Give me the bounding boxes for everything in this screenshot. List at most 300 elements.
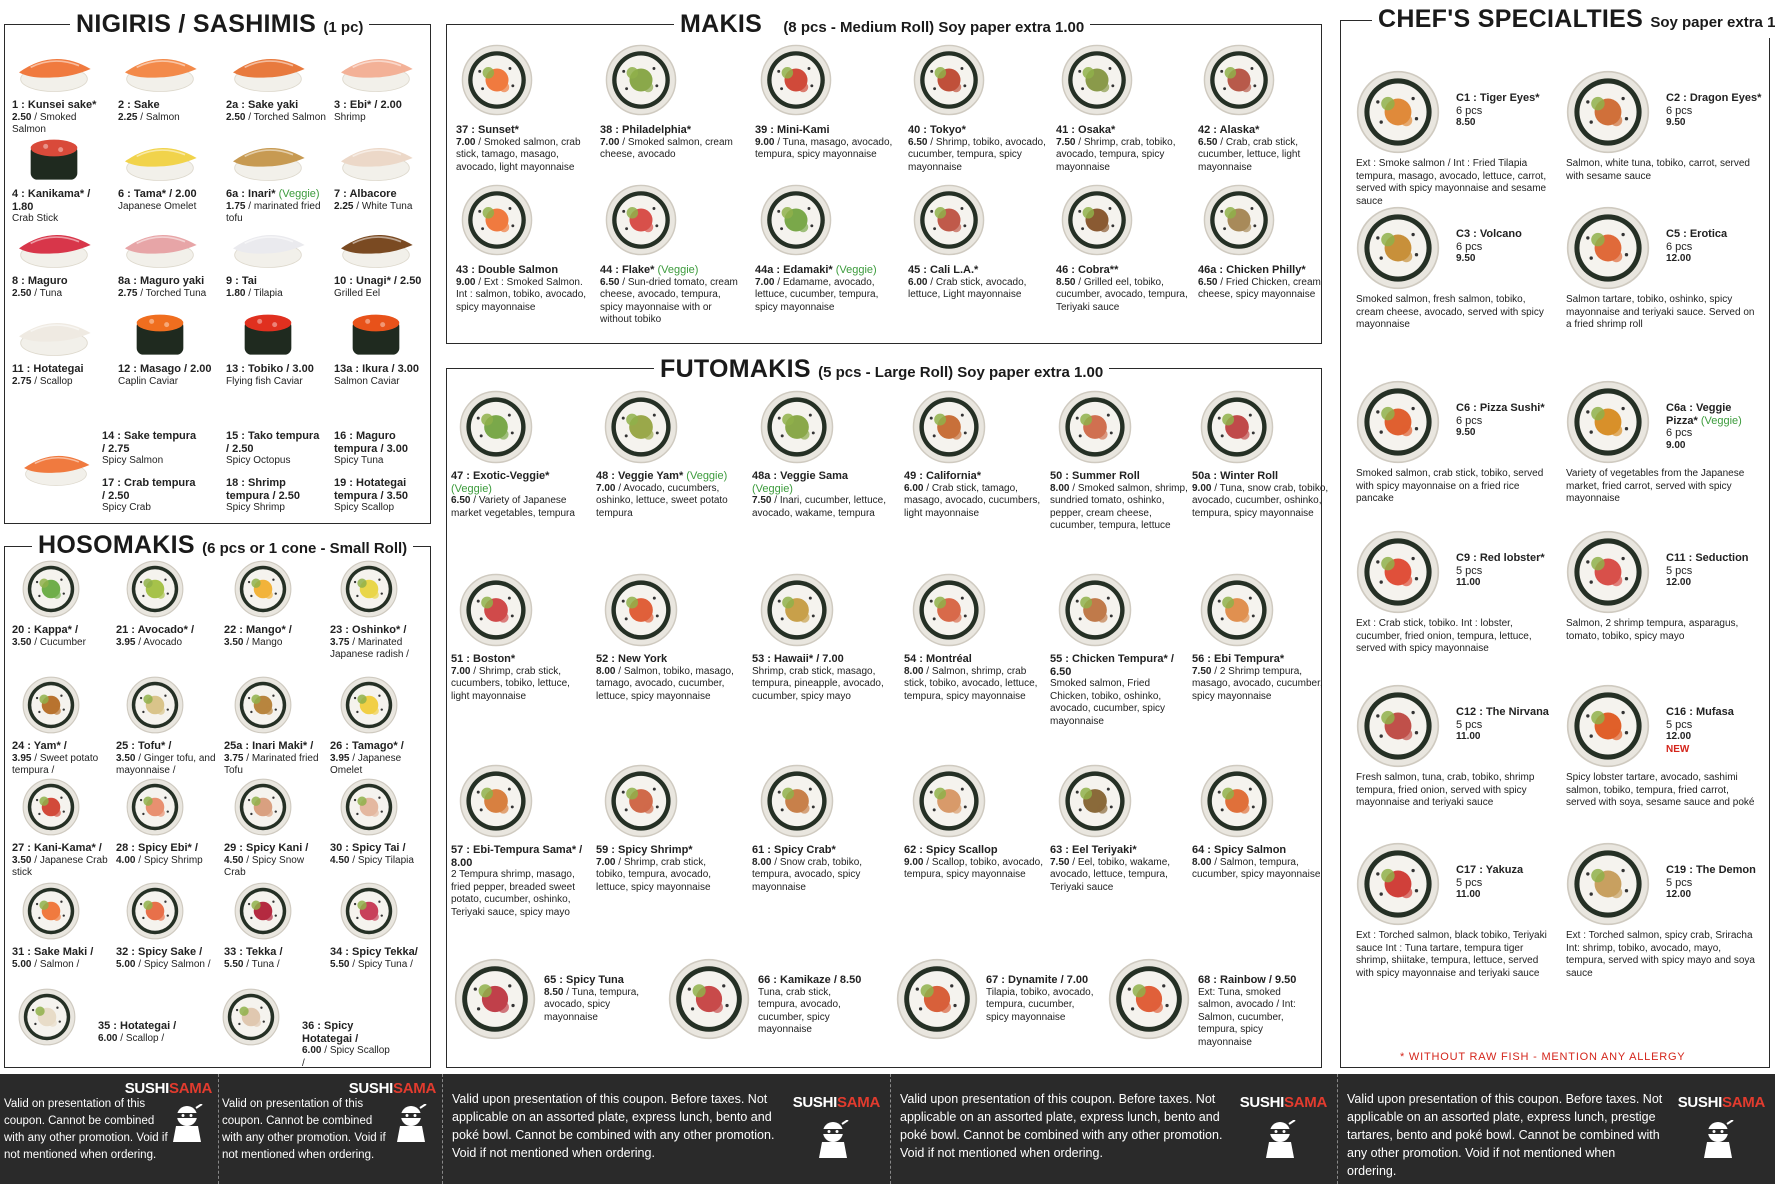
item-description: Sun-dried tomato, cream cheese, avocado, tempura, spicy mayonnaise with or without tobiko (600, 276, 738, 325)
sushi-roll-icon (234, 560, 292, 618)
item-description: Avocado, cucumbers, oshinko, lettuce, sweet potato tempura (596, 482, 728, 519)
item-price: 7.00 (600, 136, 620, 148)
item-details: 2.25 / White Tuna (334, 200, 413, 212)
item-photo (12, 220, 96, 275)
item-photo (340, 778, 398, 841)
item-photo (126, 882, 184, 945)
veggie-label: (Veggie) (451, 482, 492, 495)
item-description: Salmon, tempura, cucumber, spicy mayonnaise (1192, 856, 1321, 880)
item-name: 61 : Spicy Crab* (752, 844, 836, 856)
item-photo (461, 44, 533, 121)
item-name: 9 : Tai (226, 275, 257, 287)
item-description: Japanese Omelet (330, 752, 402, 776)
item-name: 29 : Spicy Kani / (224, 842, 309, 854)
item-price: 3.95 (116, 636, 136, 648)
item-photo (102, 430, 103, 443)
menu-item (18, 988, 188, 1045)
sushi-roll-icon (605, 184, 677, 256)
menu-item (118, 44, 218, 124)
menu-item (224, 560, 326, 649)
item-details (451, 869, 575, 918)
item-photo (1108, 958, 1190, 1045)
menu-item (1198, 184, 1338, 302)
item-photo (12, 44, 96, 99)
item-description: Ext : Smoke salmon / Int : Fried Tilapia tempura, masago, avocado, lettuce, carrot, served with spicy mayonnaise and sesame sauce (1356, 158, 1547, 207)
item-photo (604, 573, 678, 652)
menu-item (1566, 530, 1766, 642)
coupon-divider (442, 1074, 443, 1184)
item-description: Grilled eel, tobiko, cucumber, avocado, tempura, Teriyaki sauce (1056, 276, 1188, 313)
menu-item (1056, 44, 1196, 174)
item-details (334, 502, 394, 513)
item-pieces: 6 pcs (1666, 240, 1693, 253)
item-name: 8 : Maguro (12, 275, 68, 287)
veggie-label: (Veggie) (275, 188, 320, 200)
ninja-icon (394, 1104, 428, 1144)
item-description: Smoked Salmon (12, 111, 77, 135)
item-photo (234, 778, 292, 841)
menu-item (456, 184, 596, 314)
menu-item (451, 573, 591, 703)
item-photo (1061, 184, 1133, 261)
sushi-roll-icon (459, 573, 533, 647)
sushi-roll-icon (913, 184, 985, 256)
item-photo (118, 44, 202, 99)
sushi-roll-icon (1356, 684, 1440, 768)
item-price: 7.50 (1192, 665, 1212, 677)
item-price: 5.00 (116, 958, 136, 970)
item-description: White Tuna (361, 200, 413, 212)
item-name: 44a : Edamaki* (Veggie) (755, 264, 877, 276)
item-price: 3.50 (12, 636, 32, 648)
menu-item (1192, 764, 1332, 882)
menu-item (1566, 842, 1766, 979)
item-pieces: 6 pcs (1456, 240, 1483, 253)
item-name: C11 : Seduction (1666, 552, 1749, 564)
sushi-roll-icon (1203, 44, 1275, 116)
item-details: 2.25 / Salmon (118, 111, 180, 123)
item-description: Spicy Shrimp (226, 502, 285, 513)
menu-item (1566, 380, 1766, 504)
nigiri-icon (18, 430, 94, 500)
sushi-roll-icon (912, 573, 986, 647)
nigiri-icon (226, 308, 310, 358)
item-name: C6 : Pizza Sushi* (1456, 402, 1545, 414)
item-description: Spicy Salmon / (143, 958, 211, 970)
menu-item (1356, 380, 1556, 504)
item-name: 32 : Spicy Sake / (116, 946, 203, 958)
item-price: 4.00 (116, 854, 136, 866)
veggie-label: (Veggie) (752, 482, 793, 495)
item-name: 47 : Exotic-Veggie* (Veggie) (451, 470, 550, 495)
sushi-roll-icon (340, 882, 398, 940)
item-description: Japanese Crab stick (12, 854, 108, 878)
item-details: 2.50 / Torched Salmon (226, 111, 326, 123)
item-description: Avocado (143, 636, 183, 648)
item-description: Smoked salmon, Fried Chicken, tobiko, oshinko, avocado, cucumber, spicy mayonnaise (1050, 678, 1166, 727)
item-price: 3.95 (330, 752, 350, 764)
item-details (1666, 117, 1685, 128)
veggie-label: (Veggie) (832, 264, 877, 276)
item-name: 39 : Mini-Kami (755, 124, 830, 136)
item-photo (226, 133, 310, 188)
item-photo (760, 390, 834, 469)
item-details: 3.95 / Avocado (116, 636, 183, 648)
item-name: 6a : Inari* (Veggie) (226, 188, 320, 200)
sushi-roll-icon (604, 573, 678, 647)
item-details: 1.80 / Tilapia (226, 287, 283, 299)
brand-part1: SUSHI (348, 1080, 394, 1097)
sushi-roll-icon (1058, 390, 1132, 464)
item-price: 5.50 (224, 958, 244, 970)
item-photo (118, 220, 202, 275)
item-photo (1356, 530, 1440, 619)
sushi-roll-icon (1566, 206, 1650, 290)
item-details (334, 288, 380, 299)
item-description: Eel, tobiko, wakame, avocado, lettuce, tempura, Teriyaki sauce (1050, 856, 1171, 893)
sushi-roll-icon (22, 676, 80, 734)
item-price: 7.00 (596, 482, 616, 494)
sushi-roll-icon (340, 676, 398, 734)
item-details: 6.00 / Scallop / (98, 1032, 165, 1044)
item-description: Fresh salmon, tuna, crab, tobiko, shrimp tempura, fried onion, served with spicy mayonnaise and teriyaki sauce (1356, 772, 1535, 808)
item-details (118, 376, 178, 387)
item-price: 9.50 (1456, 253, 1476, 264)
makis-title: MAKIS (8 pcs - Medium Roll) Soy paper extra 1.00 (674, 9, 1090, 43)
brand-logo (1240, 1094, 1327, 1112)
item-details: 7.00 / Smoked salmon, crab stick, tamago, masago, avocado, light mayonnaise (456, 136, 581, 173)
item-name: 57 : Ebi-Tempura Sama* / 8.00 (451, 844, 583, 869)
sushi-roll-icon (760, 573, 834, 647)
sushi-roll-icon (126, 778, 184, 836)
item-name: 3 : Ebi* / 2.00 (334, 99, 402, 111)
menu-item (1356, 530, 1556, 654)
item-description: Salmon, tobiko, masago, tamago, avocado, cucumber, lettuce, spicy mayonnaise (596, 665, 734, 702)
menu-item (451, 764, 591, 919)
item-name: 25 : Tofu* / (116, 740, 172, 752)
sushi-roll-icon (1200, 764, 1274, 838)
item-description: Smoked salmon, shrimp, sundried tomato, oshinko, pepper, cream cheese, cucumber, tempura, lettuce (1050, 482, 1188, 531)
item-name: 66 : Kamikaze / 8.50 (758, 974, 862, 986)
item-details: 8.50 / Grilled eel, tobiko, cucumber, avocado, tempura, Teriyaki sauce (1056, 276, 1188, 313)
item-details (1666, 440, 1685, 451)
item-name: 13a : Ikura / 3.00 (334, 363, 419, 375)
item-name: 13 : Tobiko / 3.00 (226, 363, 314, 375)
nigiri-icon (12, 133, 96, 183)
item-details: 7.50 / 2 Shrimp tempura, masago, avocado, cucumber, spicy mayonnaise (1192, 665, 1323, 702)
item-description: Edamame, avocado, lettuce, cucumber, tempura, spicy mayonnaise (755, 276, 879, 313)
item-description: Spicy Scallop / (302, 1045, 390, 1069)
sushi-roll-icon (604, 390, 678, 464)
item-details: 9.00 / Ext : Smoked Salmon. Int : salmon, tobiko, avocado, spicy mayonnaise (456, 276, 587, 313)
item-photo (340, 676, 398, 739)
item-price: 9.00 (755, 136, 775, 148)
sushi-roll-icon (22, 778, 80, 836)
nigiri-icon (334, 44, 418, 94)
item-name: 50a : Winter Roll (1192, 470, 1279, 482)
item-photo (340, 560, 398, 623)
sushi-roll-icon (1061, 184, 1133, 256)
item-name: 63 : Eel Teriyaki* (1050, 844, 1137, 856)
item-details (226, 455, 290, 466)
menu-item (330, 560, 432, 662)
nigiri-icon (334, 308, 418, 358)
item-details (986, 987, 1093, 1023)
item-details (334, 455, 383, 466)
item-name: 48a : Veggie Sama (Veggie) (752, 470, 848, 495)
menu-item (1050, 573, 1190, 728)
coupon-text: Valid upon presentation of this coupon. Before taxes. Not applicable on an assorted plate, express lunch, bento and poké bowl. Cannot be combined with any other promotion. Void if not mentioned when ordering. (900, 1092, 1223, 1160)
sushi-roll-icon (760, 44, 832, 116)
menu-item (334, 133, 434, 213)
sushi-roll-icon (459, 390, 533, 464)
item-price: 1.75 (226, 200, 246, 212)
item-photo (1058, 764, 1132, 843)
item-name: 65 : Spicy Tuna (544, 974, 624, 986)
item-description: Crab, crab stick, cucumber, lettuce, light mayonnaise (1198, 136, 1301, 173)
item-price: 8.00 (1050, 482, 1070, 494)
item-description: Sweet potato tempura / (12, 752, 99, 776)
item-photo (334, 430, 335, 443)
brand-logo (1678, 1094, 1765, 1112)
menu-item (116, 676, 218, 778)
item-description: Smoked salmon, crab stick, tamago, masago, avocado, light mayonnaise (456, 136, 581, 173)
item-name: C5 : Erotica (1666, 228, 1728, 240)
sushi-roll-icon (760, 390, 834, 464)
item-price: 6.00 (904, 482, 924, 494)
item-description: Salmon, white tuna, tobiko, carrot, served with sesame sauce (1566, 158, 1750, 182)
sushi-roll-icon (760, 184, 832, 256)
menu-item (1356, 70, 1556, 207)
menu-item (334, 477, 430, 515)
item-photo (459, 390, 533, 469)
item-photo (604, 390, 678, 469)
menu-item (904, 390, 1044, 520)
sushi-roll-icon (1566, 684, 1650, 768)
nigiri-icon (334, 133, 418, 183)
item-details: 3.50 / Cucumber (12, 636, 86, 648)
item-details: 5.00 / Spicy Salmon / (116, 958, 211, 970)
sushi-roll-icon (913, 44, 985, 116)
ninja-icon (1263, 1120, 1297, 1160)
item-description: Crab Stick (12, 213, 59, 224)
item-price: 2.50 (226, 111, 246, 123)
item-photo (913, 44, 985, 121)
coupon-text: Valid upon presentation of this coupon. Before taxes. Not applicable on an assorted plate, express lunch, prestige tartares, bento and poké bowl. Cannot be combined with any other promotion. Void if not mentioned when ordering. (1347, 1092, 1663, 1178)
item-photo (1566, 684, 1650, 773)
menu-item (600, 44, 740, 162)
sushi-roll-icon (126, 882, 184, 940)
item-name: 54 : Montréal (904, 653, 972, 665)
item-details (334, 112, 366, 123)
item-name: C12 : The Nirvana (1456, 706, 1549, 718)
item-details: 3.95 / Japanese Omelet (330, 752, 402, 776)
item-photo (668, 958, 750, 1045)
item-name: 11 : Hotategai (12, 363, 84, 375)
item-details: 8.50 / Tuna, tempura, avocado, spicy mayonnaise (544, 986, 640, 1023)
item-price: 6.50 (908, 136, 928, 148)
sushi-roll-icon (22, 560, 80, 618)
menu-item (755, 44, 895, 162)
item-description: Ext : Torched salmon, spicy crab, Sriracha Int: shrimp, tobiko, avocado, mayo, tempura, served with spicy mayo and soya sauce (1566, 930, 1755, 979)
item-name: 10 : Unagi* / 2.50 (334, 275, 422, 287)
item-price: 8.00 (752, 856, 772, 868)
item-price: 8.50 (544, 986, 564, 998)
item-price: 3.50 (116, 752, 136, 764)
item-photo (22, 676, 80, 739)
item-details: 8.00 / Salmon, tobiko, masago, tamago, avocado, cucumber, lettuce, spicy mayonnaise (596, 665, 734, 702)
menu-item (118, 220, 218, 300)
item-photo (334, 477, 335, 490)
item-description: Salmon tartare, tobiko, oshinko, spicy mayonnaise and teriyaki sauce. Served on a fried shrimp roll (1566, 294, 1755, 330)
item-name: 20 : Kappa* / (12, 624, 79, 636)
item-description: Scallop / (125, 1032, 165, 1044)
item-description: Spicy Octopus (226, 455, 291, 466)
item-details: 9.00 / Tuna, masago, avocado, tempura, spicy mayonnaise (755, 136, 893, 160)
sushi-roll-icon (1200, 390, 1274, 464)
item-description: Salmon Caviar (334, 375, 400, 387)
item-description: Marinated Japanese radish / (330, 636, 409, 660)
coupon-strip (0, 1074, 1775, 1184)
item-photo (226, 220, 310, 275)
item-name: 52 : New York (596, 653, 668, 665)
item-description: Tuna, crab stick, tempura, avocado, cucumber, spicy mayonnaise (758, 986, 841, 1035)
brand-part2: SAMA (169, 1080, 212, 1097)
menu-item (456, 44, 596, 174)
brand-part1: SUSHI (792, 1094, 838, 1111)
menu-item (224, 882, 326, 971)
menu-item (102, 430, 198, 468)
item-name: 28 : Spicy Ebi* / (116, 842, 198, 854)
brand-part1: SUSHI (1239, 1094, 1285, 1111)
item-details: 6.50 / Fried Chicken, cream cheese, spicy mayonnaise (1198, 276, 1321, 300)
menu-item (222, 988, 392, 1070)
item-price: 7.50 (1050, 856, 1070, 868)
item-price: 2.75 (118, 287, 138, 299)
item-photo (1356, 842, 1440, 931)
menu-item (1192, 573, 1332, 703)
sushi-roll-icon (454, 958, 536, 1040)
sushi-roll-icon (1356, 530, 1440, 614)
menu-item (451, 390, 591, 520)
nigiri-icon (334, 437, 335, 438)
item-description: 2 Tempura shrimp, masago, fried pepper, breaded sweet potato, cucumber, oshinko, Teriyaki sauce, spicy mayo (451, 869, 575, 918)
coupon (218, 1074, 442, 1184)
menu-item (334, 308, 434, 388)
sushi-roll-icon (22, 882, 80, 940)
menu-item (896, 964, 1096, 1024)
item-price: 6.50 (1198, 136, 1218, 148)
sushi-roll-icon (605, 44, 677, 116)
menu-item (102, 477, 198, 515)
item-description: Tuna, tempura, avocado, spicy mayonnaise (544, 986, 640, 1023)
menu-item (334, 220, 434, 300)
item-photo (12, 308, 96, 363)
item-photo (1200, 390, 1274, 469)
item-description: Flying fish Caviar (226, 375, 303, 387)
item-photo (118, 133, 202, 188)
item-pieces: 5 pcs (1666, 718, 1693, 731)
item-description: Crab stick, tamago, masago, avocado, cucumbers, light mayonnaise (904, 482, 1041, 519)
item-name: 59 : Spicy Shrimp* (596, 844, 693, 856)
brand-part2: SAMA (837, 1094, 880, 1111)
item-name: C6a : Veggie Pizza* (Veggie) (1666, 402, 1742, 427)
item-details: 4.00 / Spicy Shrimp (116, 854, 203, 866)
item-photo (334, 44, 418, 99)
item-description: Smoked salmon, crab stick, tobiko, served with spicy mayonnaise on a fried rice pancake (1356, 468, 1544, 504)
item-details: 7.00 / Edamame, avocado, lettuce, cucumber, tempura, spicy mayonnaise (755, 276, 879, 313)
item-photo (760, 44, 832, 121)
menu-item (12, 676, 114, 778)
item-photo (605, 184, 677, 261)
item-details: 7.00 / Avocado, cucumbers, oshinko, lettuce, sweet potato tempura (596, 482, 728, 519)
item-description: Caplin Caviar (118, 375, 179, 387)
futomakis-title: FUTOMAKIS (5 pcs - Large Roll) Soy paper extra 1.00 (654, 354, 1109, 388)
item-name: 19 : Hotategai tempura / 3.50 (334, 477, 408, 502)
item-name: 12 : Masago / 2.00 (118, 363, 212, 375)
item-name: 2a : Sake yaki (226, 99, 299, 111)
sushi-roll-icon (1356, 380, 1440, 464)
item-price: 4.50 (224, 854, 244, 866)
nigiri-icon (334, 484, 335, 485)
item-photo (340, 882, 398, 945)
item-pieces: 5 pcs (1456, 876, 1483, 889)
brand-logo (793, 1094, 880, 1112)
item-pieces: 5 pcs (1666, 564, 1693, 577)
item-price: 3.75 (330, 636, 350, 648)
menu-item (12, 778, 114, 880)
item-details (1666, 731, 1691, 755)
item-details (1666, 253, 1691, 264)
item-description: Spicy Shrimp (143, 854, 203, 866)
item-details: 7.50 / Shrimp, crab, tobiko, avocado, tempura, spicy mayonnaise (1056, 136, 1176, 173)
item-photo (459, 764, 533, 843)
item-price: 8.00 (904, 665, 924, 677)
item-photo (334, 308, 418, 363)
item-price: 12.00 (1666, 889, 1692, 900)
item-description: Scallop, tobiko, avocado, tempura, spicy mayonnaise (904, 856, 1043, 880)
item-photo (1356, 380, 1440, 469)
item-description: Salmon, 2 shrimp tempura, asparagus, tomato, tobiko, spicy mayo (1566, 618, 1739, 642)
item-photo (118, 308, 202, 363)
item-price: 7.00 (755, 276, 775, 288)
nigiri-icon (12, 308, 96, 358)
menu-item (908, 184, 1048, 302)
item-name: 35 : Hotategai / (98, 1020, 177, 1032)
coupon-divider (1337, 1074, 1338, 1184)
sushi-roll-icon (1058, 764, 1132, 838)
item-details: 8.00 / Smoked salmon, shrimp, sundried tomato, oshinko, pepper, cream cheese, cucumber, tempura, lettuce (1050, 482, 1188, 531)
item-description: Japanese Omelet (118, 200, 197, 212)
menu-item (1192, 390, 1332, 520)
item-details: 3.50 / Mango (224, 636, 283, 648)
item-price: 1.80 (226, 287, 246, 299)
nigiri-icon (118, 133, 202, 183)
menu-item (1056, 184, 1196, 314)
brand-part2: SAMA (393, 1080, 436, 1097)
menu-item (596, 390, 736, 520)
menu-item (752, 390, 892, 520)
menu-item (12, 220, 112, 300)
item-photo (912, 390, 986, 469)
sushi-roll-icon (1061, 44, 1133, 116)
sushi-roll-icon (126, 676, 184, 734)
nigiri-icon (226, 484, 227, 485)
item-name: 24 : Yam* / (12, 740, 67, 752)
brand-part1: SUSHI (124, 1080, 170, 1097)
item-description: Spicy Crab (102, 502, 151, 513)
item-photo (1356, 684, 1440, 773)
